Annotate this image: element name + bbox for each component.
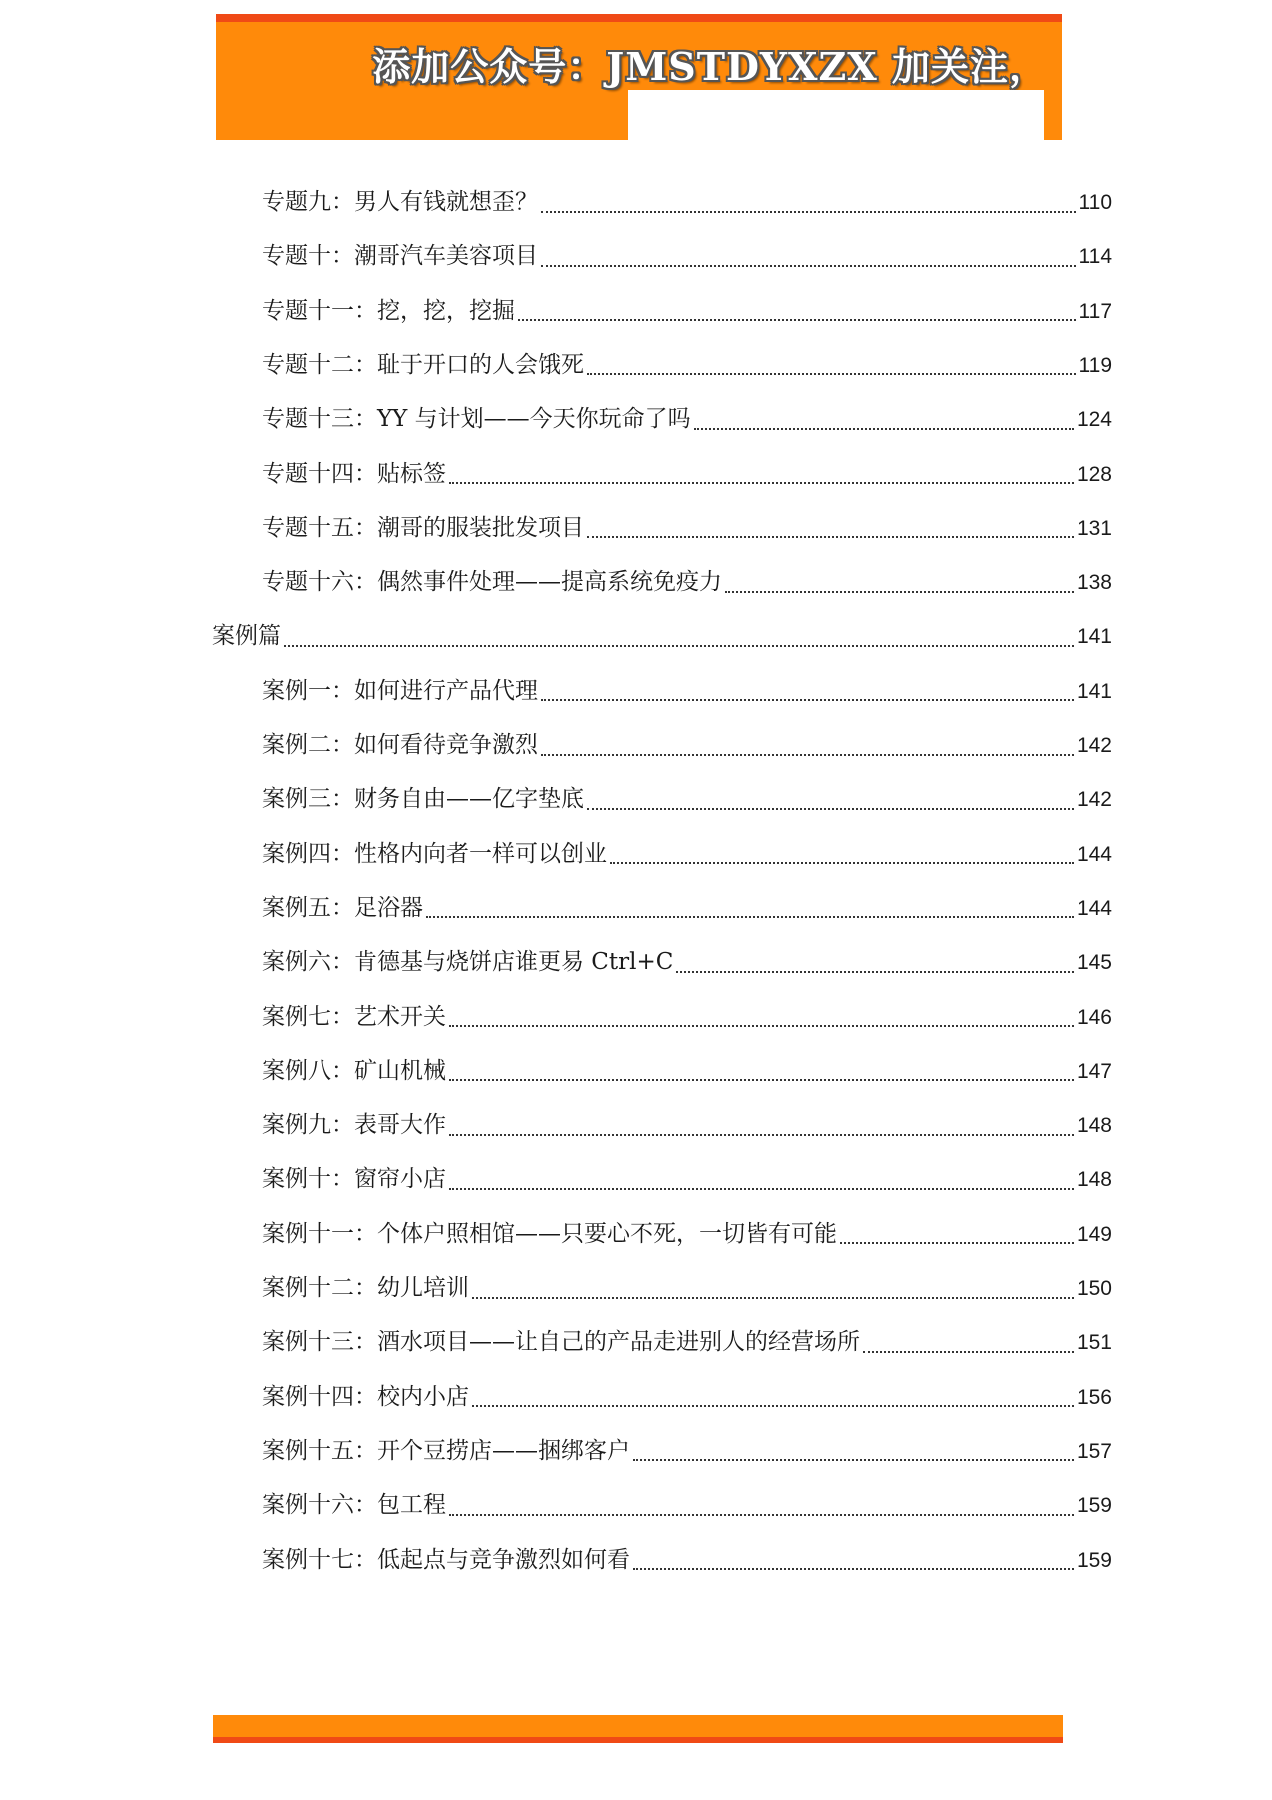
toc-entry[interactable] (262, 779, 1112, 819)
toc-entry-title: 案例七：艺术开关 (262, 1003, 446, 1030)
toc-entry[interactable] (262, 1214, 1112, 1254)
toc-entry-title: 专题十二：耻于开口的人会饿死 (262, 351, 584, 378)
toc-entry-title: 案例十五：开个豆捞店——捆绑客户 (262, 1437, 630, 1464)
toc-dot-leader (472, 1296, 1074, 1299)
toc-page-number: 124 (1076, 408, 1112, 432)
toc-entry-title: 案例十一：个体户照相馆——只要心不死，一切皆有可能 (262, 1220, 837, 1247)
toc-page-number: 141 (1076, 679, 1112, 703)
toc-entry-title: 案例十三：酒水项目——让自己的产品走进别人的经营场所 (262, 1329, 860, 1356)
toc-page-number: 157 (1076, 1439, 1112, 1463)
toc-entry[interactable] (262, 1268, 1112, 1308)
toc-entry-title: 案例十六：包工程 (262, 1492, 446, 1519)
toc-entry-title: 专题十一：挖，挖，挖掘 (262, 297, 515, 324)
toc-entry-title: 案例十七：低起点与竞争激烈如何看 (262, 1546, 630, 1573)
toc-entry[interactable] (262, 997, 1112, 1037)
toc-entry-title: 案例二：如何看待竞争激烈 (262, 732, 538, 758)
toc-page-number: 144 (1076, 842, 1112, 866)
toc-page-number: 146 (1076, 1005, 1112, 1029)
toc-dot-leader (587, 535, 1074, 538)
toc-page-number: 142 (1076, 788, 1112, 812)
toc-entry-title: 案例十：窗帘小店 (262, 1166, 446, 1193)
toc-dot-leader (610, 861, 1074, 864)
toc-entry[interactable] (262, 508, 1112, 548)
toc-entry-title: 案例八：矿山机械 (262, 1057, 446, 1084)
toc-page-number: 147 (1076, 1059, 1112, 1083)
toc-dot-leader (518, 318, 1076, 321)
toc-dot-leader (449, 1133, 1074, 1136)
toc-page-number: 141 (1076, 625, 1112, 649)
toc-entry[interactable] (262, 725, 1112, 765)
toc-dot-leader (633, 1567, 1074, 1570)
toc-page-number: 159 (1076, 1494, 1112, 1518)
toc-entry[interactable] (262, 182, 1112, 222)
toc-entry[interactable] (262, 1051, 1112, 1091)
toc-entry[interactable] (262, 1377, 1112, 1417)
toc-section-entry[interactable] (212, 616, 1112, 656)
toc-entry[interactable] (262, 1159, 1112, 1199)
toc-dot-leader (725, 590, 1074, 593)
toc-entry[interactable] (262, 345, 1112, 385)
toc-entry[interactable] (262, 236, 1112, 276)
toc-page-number: 145 (1076, 951, 1112, 975)
toc-page-number: 114 (1078, 245, 1112, 269)
toc-entry[interactable] (262, 454, 1112, 494)
toc-entry[interactable] (262, 888, 1112, 928)
toc-entry-title: 案例一：如何进行产品代理 (262, 677, 538, 704)
footer-bar (213, 1715, 1063, 1743)
toc-entry[interactable] (262, 1322, 1112, 1362)
toc-entry-title: 案例六：肯德基与烧饼店谁更易 Ctrl+C (262, 949, 674, 976)
toc-page-number: 150 (1076, 1277, 1112, 1300)
toc-entry[interactable] (262, 1485, 1112, 1525)
toc-entry[interactable] (262, 671, 1112, 711)
toc-dot-leader (676, 970, 1074, 973)
toc-dot-leader (541, 264, 1076, 267)
toc-entry[interactable] (262, 1105, 1112, 1145)
toc-entry[interactable] (262, 1540, 1112, 1580)
toc-page-number: 142 (1076, 734, 1112, 757)
toc-dot-leader (449, 481, 1074, 484)
toc-dot-leader (426, 915, 1074, 918)
toc-dot-leader (863, 1350, 1074, 1353)
toc-page-number: 119 (1078, 353, 1112, 377)
toc-entry-title: 案例十二：幼儿培训 (262, 1275, 469, 1301)
toc-dot-leader (587, 372, 1076, 375)
toc-entry-title: 案例三：财务自由——亿字垫底 (262, 786, 584, 813)
toc-entry[interactable] (262, 834, 1112, 874)
toc-dot-leader (449, 1078, 1074, 1081)
toc-dot-leader (541, 698, 1074, 701)
toc-entry-title: 案例五：足浴器 (262, 894, 423, 921)
toc-page-number: 131 (1076, 516, 1112, 540)
toc-entry-title: 案例篇 (212, 623, 281, 650)
toc-entry-title: 专题十：潮哥汽车美容项目 (262, 243, 538, 270)
toc-entry-title: 案例十四：校内小店 (262, 1383, 469, 1410)
toc-page-number: 148 (1076, 1168, 1112, 1192)
toc-entry-title: 案例四：性格内向者一样可以创业 (262, 840, 607, 867)
toc-page-number: 149 (1076, 1222, 1112, 1246)
toc-page-number: 159 (1076, 1548, 1112, 1572)
toc-page-number: 138 (1076, 571, 1112, 595)
toc-dot-leader (284, 644, 1074, 647)
toc-entry-title: 专题九：男人有钱就想歪？ (262, 189, 538, 215)
header-banner (216, 14, 1062, 140)
toc-entry-title: 专题十六：偶然事件处理——提高系统免疫力 (262, 569, 722, 596)
toc-entry[interactable] (262, 1431, 1112, 1471)
toc-dot-leader (472, 1404, 1074, 1407)
toc-page-number: 110 (1078, 191, 1112, 214)
toc-entry[interactable] (262, 291, 1112, 331)
toc-page-number: 148 (1076, 1114, 1112, 1138)
toc-dot-leader (449, 1187, 1074, 1190)
toc-entry-title: 专题十五：潮哥的服装批发项目 (262, 514, 584, 541)
header-promo-text: 添加公众号：JMSTDYXZX 加关注， (372, 44, 1048, 89)
toc-entry[interactable] (262, 399, 1112, 439)
toc-page-number: 156 (1076, 1385, 1112, 1409)
toc-dot-leader (633, 1458, 1074, 1461)
toc-entry[interactable] (262, 562, 1112, 602)
header-blank-box (628, 90, 1044, 140)
toc-page-number: 128 (1076, 462, 1112, 486)
toc-page-number: 151 (1076, 1331, 1112, 1355)
toc-dot-leader (449, 1513, 1074, 1516)
toc-entry-title: 案例九：表哥大作 (262, 1112, 446, 1139)
toc-dot-leader (840, 1241, 1074, 1244)
toc-page-number: 117 (1078, 299, 1112, 323)
toc-dot-leader (541, 753, 1074, 756)
toc-dot-leader (587, 807, 1074, 810)
toc-dot-leader (541, 210, 1076, 213)
toc-dot-leader (694, 427, 1074, 430)
toc-entry[interactable] (262, 942, 1112, 982)
toc-entry-title: 专题十四：贴标签 (262, 460, 446, 487)
toc-dot-leader (449, 1024, 1074, 1027)
toc-page-number: 144 (1076, 896, 1112, 920)
toc-entry-title: 专题十三：YY 与计划——今天你玩命了吗 (262, 406, 691, 433)
